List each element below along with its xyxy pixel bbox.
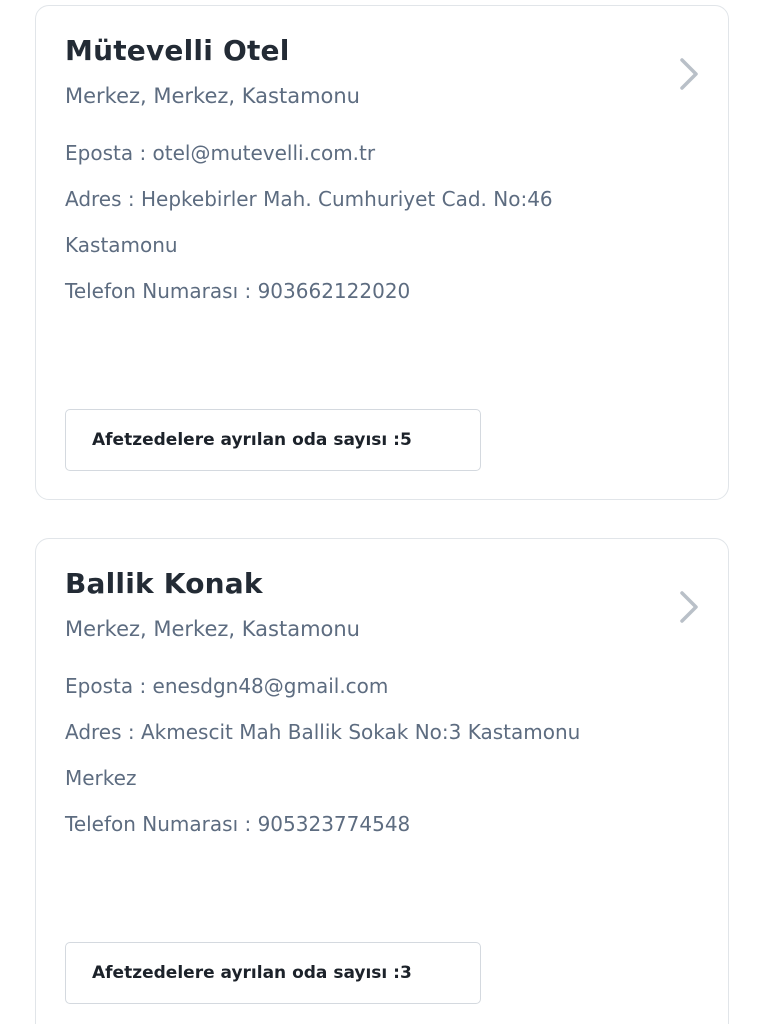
- address-label: Adres :: [65, 187, 141, 211]
- phone-label: Telefon Numarası :: [65, 279, 258, 303]
- address-row: [65, 176, 665, 222]
- room-count-label: Afetzedelere ayrılan oda sayısı :: [92, 430, 400, 450]
- hotel-location: Merkez, Merkez, Kastamonu: [65, 84, 360, 108]
- room-count-label: Afetzedelere ayrılan oda sayısı :: [92, 963, 400, 983]
- hotel-name: Mütevelli Otel: [65, 34, 290, 67]
- address-row: [65, 709, 665, 755]
- hotel-card[interactable]: [35, 5, 729, 500]
- room-count-value: 3: [399, 963, 412, 983]
- address-value: Hepkebirler Mah. Cumhuriyet Cad. No:46: [141, 187, 553, 211]
- hotel-card[interactable]: [35, 538, 729, 1024]
- address-continuation: Merkez: [65, 766, 137, 790]
- email-label: Eposta :: [65, 674, 153, 698]
- email-value: otel@mutevelli.com.tr: [152, 141, 376, 165]
- phone-row: [65, 268, 665, 314]
- room-count-badge: [65, 942, 481, 1004]
- phone-row: [65, 801, 665, 847]
- chevron-right-icon[interactable]: [676, 56, 702, 92]
- hotel-location: Merkez, Merkez, Kastamonu: [65, 617, 360, 641]
- address-continuation: Kastamonu: [65, 233, 178, 257]
- email-label: Eposta :: [65, 141, 153, 165]
- email-row: [65, 130, 665, 176]
- phone-value: 903662122020: [257, 279, 411, 303]
- address-value: Akmescit Mah Ballik Sokak No:3 Kastamonu: [141, 720, 581, 744]
- chevron-right-icon[interactable]: [676, 589, 702, 625]
- hotel-details: [65, 130, 665, 314]
- phone-value: 905323774548: [257, 812, 411, 836]
- email-value: enesdgn48@gmail.com: [152, 674, 389, 698]
- room-count-value: 5: [399, 430, 412, 450]
- room-count-badge: [65, 409, 481, 471]
- phone-label: Telefon Numarası :: [65, 812, 258, 836]
- hotel-details: [65, 663, 665, 847]
- hotel-name: Ballik Konak: [65, 567, 263, 600]
- address-label: Adres :: [65, 720, 141, 744]
- email-row: [65, 663, 665, 709]
